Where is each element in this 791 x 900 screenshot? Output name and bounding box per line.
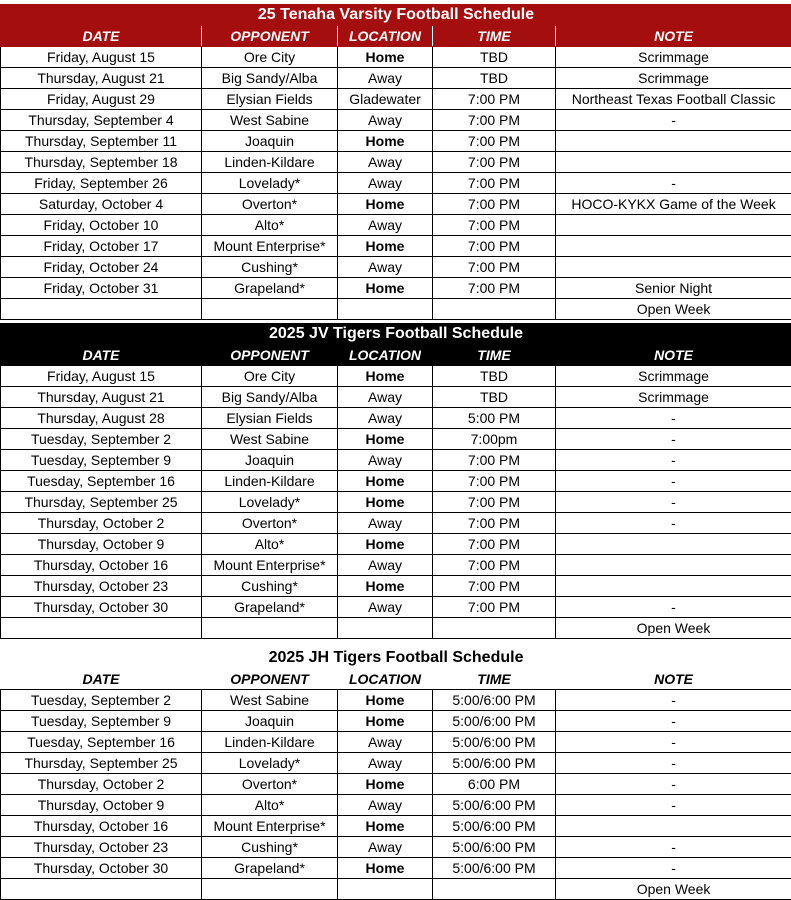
table-row [1, 278, 791, 299]
note-cell: Open Week [556, 299, 791, 320]
jh-schedule-table [0, 647, 791, 900]
date-cell: Thursday, October 9 [1, 795, 202, 816]
location-cell: Away [338, 257, 433, 278]
location-cell: Away [338, 215, 433, 236]
opponent-cell: Linden-Kildare [202, 152, 338, 173]
opponent-cell: Linden-Kildare [202, 732, 338, 753]
note-cell: - [556, 450, 791, 471]
location-cell: Home [338, 534, 433, 555]
date-cell: Thursday, October 9 [1, 534, 202, 555]
location-cell: Home [338, 858, 433, 879]
note-cell: - [556, 471, 791, 492]
date-cell: Thursday, September 25 [1, 753, 202, 774]
note-cell: - [556, 408, 791, 429]
date-cell: Thursday, October 23 [1, 576, 202, 597]
date-cell [1, 299, 202, 320]
time-cell: 7:00 PM [433, 534, 556, 555]
opponent-cell: Ore City [202, 47, 338, 68]
date-cell: Saturday, October 4 [1, 194, 202, 215]
table-row [1, 576, 791, 597]
date-cell: Thursday, October 16 [1, 816, 202, 837]
table-body [1, 324, 791, 639]
location-cell: Away [338, 173, 433, 194]
table-row [1, 618, 791, 639]
note-cell [556, 215, 791, 236]
location-cell: Home [338, 429, 433, 450]
note-cell [556, 555, 791, 576]
time-cell: 5:00/6:00 PM [433, 690, 556, 711]
opponent-cell: Mount Enterprise* [202, 555, 338, 576]
table-row [1, 89, 791, 110]
location-cell: Away [338, 110, 433, 131]
date-cell: Tuesday, September 2 [1, 429, 202, 450]
note-cell: - [556, 774, 791, 795]
table-row [1, 215, 791, 236]
table-row [1, 732, 791, 753]
column-header-date: DATE [1, 26, 202, 47]
opponent-cell: Elysian Fields [202, 89, 338, 110]
time-cell: 5:00/6:00 PM [433, 837, 556, 858]
column-header-note: NOTE [556, 669, 791, 690]
table-row [1, 47, 791, 68]
opponent-cell: Big Sandy/Alba [202, 68, 338, 89]
date-cell: Friday, August 29 [1, 89, 202, 110]
note-cell: HOCO-KYKX Game of the Week [556, 194, 791, 215]
jv-schedule-table [0, 323, 791, 639]
table-row [1, 879, 791, 900]
location-cell: Away [338, 795, 433, 816]
date-cell: Tuesday, September 2 [1, 690, 202, 711]
note-cell: Open Week [556, 618, 791, 639]
opponent-cell: Joaquin [202, 450, 338, 471]
opponent-cell: Elysian Fields [202, 408, 338, 429]
opponent-cell [202, 879, 338, 900]
table-row [1, 152, 791, 173]
note-cell: Northeast Texas Football Classic [556, 89, 791, 110]
note-cell: - [556, 429, 791, 450]
table-row [1, 534, 791, 555]
table-row [1, 429, 791, 450]
table-row [1, 110, 791, 131]
date-cell: Thursday, August 21 [1, 68, 202, 89]
note-cell: Scrimmage [556, 47, 791, 68]
note-cell: - [556, 858, 791, 879]
table-row [1, 753, 791, 774]
note-cell: - [556, 690, 791, 711]
table-row [1, 450, 791, 471]
time-cell: 5:00/6:00 PM [433, 816, 556, 837]
column-header-opponent: OPPONENT [202, 345, 338, 366]
note-cell [556, 576, 791, 597]
location-cell: Away [338, 753, 433, 774]
location-cell: Home [338, 492, 433, 513]
location-cell: Home [338, 711, 433, 732]
time-cell: 7:00 PM [433, 492, 556, 513]
table-row [1, 858, 791, 879]
opponent-cell: Overton* [202, 513, 338, 534]
location-cell: Away [338, 732, 433, 753]
column-header-time: TIME [433, 669, 556, 690]
note-cell [556, 534, 791, 555]
date-cell: Thursday, October 2 [1, 513, 202, 534]
table-row [1, 816, 791, 837]
table-row [1, 774, 791, 795]
note-cell [556, 257, 791, 278]
table-row [1, 408, 791, 429]
time-cell: 5:00/6:00 PM [433, 858, 556, 879]
location-cell: Home [338, 690, 433, 711]
time-cell: 7:00 PM [433, 131, 556, 152]
time-cell: 5:00/6:00 PM [433, 795, 556, 816]
opponent-cell: West Sabine [202, 690, 338, 711]
opponent-cell: Alto* [202, 215, 338, 236]
time-cell: TBD [433, 387, 556, 408]
location-cell: Away [338, 152, 433, 173]
location-cell: Home [338, 471, 433, 492]
table-title: 2025 JH Tigers Football Schedule [1, 648, 791, 669]
note-cell: - [556, 753, 791, 774]
opponent-cell: Ore City [202, 366, 338, 387]
note-cell: - [556, 795, 791, 816]
time-cell: 7:00 PM [433, 173, 556, 194]
column-header-date: DATE [1, 669, 202, 690]
note-cell [556, 816, 791, 837]
table-row [1, 555, 791, 576]
date-cell: Friday, August 15 [1, 47, 202, 68]
opponent-cell: Cushing* [202, 837, 338, 858]
note-cell: - [556, 173, 791, 194]
location-cell: Away [338, 837, 433, 858]
note-cell: - [556, 110, 791, 131]
date-cell: Friday, October 31 [1, 278, 202, 299]
time-cell: 7:00 PM [433, 110, 556, 131]
date-cell [1, 879, 202, 900]
opponent-cell [202, 299, 338, 320]
time-cell: 7:00 PM [433, 471, 556, 492]
time-cell [433, 299, 556, 320]
column-header-time: TIME [433, 345, 556, 366]
note-cell: Scrimmage [556, 366, 791, 387]
table-row [1, 257, 791, 278]
table-row [1, 471, 791, 492]
date-cell: Friday, October 24 [1, 257, 202, 278]
opponent-cell: Linden-Kildare [202, 471, 338, 492]
date-cell: Friday, October 17 [1, 236, 202, 257]
date-cell: Thursday, September 4 [1, 110, 202, 131]
date-cell: Thursday, August 21 [1, 387, 202, 408]
column-header-opponent: OPPONENT [202, 669, 338, 690]
time-cell: 7:00 PM [433, 257, 556, 278]
opponent-cell: Overton* [202, 194, 338, 215]
opponent-cell: Lovelady* [202, 753, 338, 774]
date-cell: Tuesday, September 16 [1, 471, 202, 492]
date-cell: Friday, September 26 [1, 173, 202, 194]
note-cell [556, 236, 791, 257]
note-cell: Open Week [556, 879, 791, 900]
location-cell: Home [338, 278, 433, 299]
time-cell [433, 618, 556, 639]
note-cell: - [556, 513, 791, 534]
time-cell: 7:00 PM [433, 513, 556, 534]
location-cell: Away [338, 555, 433, 576]
date-cell: Thursday, August 28 [1, 408, 202, 429]
time-cell: 7:00pm [433, 429, 556, 450]
opponent-cell: Overton* [202, 774, 338, 795]
opponent-cell: Lovelady* [202, 173, 338, 194]
date-cell: Thursday, September 11 [1, 131, 202, 152]
opponent-cell [202, 618, 338, 639]
location-cell: Home [338, 576, 433, 597]
location-cell: Home [338, 194, 433, 215]
opponent-cell: Joaquin [202, 711, 338, 732]
date-cell: Thursday, October 2 [1, 774, 202, 795]
table-row [1, 131, 791, 152]
column-header-opponent: OPPONENT [202, 26, 338, 47]
time-cell [433, 879, 556, 900]
time-cell: TBD [433, 366, 556, 387]
note-cell: - [556, 492, 791, 513]
time-cell: 5:00/6:00 PM [433, 732, 556, 753]
opponent-cell: Grapeland* [202, 858, 338, 879]
table-row [1, 173, 791, 194]
time-cell: 5:00/6:00 PM [433, 711, 556, 732]
note-cell [556, 131, 791, 152]
location-cell: Away [338, 68, 433, 89]
table-row [1, 68, 791, 89]
table-row [1, 711, 791, 732]
opponent-cell: Grapeland* [202, 278, 338, 299]
location-cell: Away [338, 387, 433, 408]
location-cell: Home [338, 366, 433, 387]
opponent-cell: West Sabine [202, 429, 338, 450]
location-cell: Home [338, 131, 433, 152]
date-cell: Thursday, September 18 [1, 152, 202, 173]
opponent-cell: Lovelady* [202, 492, 338, 513]
time-cell: TBD [433, 68, 556, 89]
date-cell: Friday, October 10 [1, 215, 202, 236]
table-row [1, 236, 791, 257]
date-cell: Friday, August 15 [1, 366, 202, 387]
time-cell: 7:00 PM [433, 236, 556, 257]
column-header-date: DATE [1, 345, 202, 366]
table-row [1, 513, 791, 534]
opponent-cell: Cushing* [202, 576, 338, 597]
date-cell: Thursday, October 30 [1, 597, 202, 618]
location-cell: Away [338, 450, 433, 471]
column-header-location: LOCATION [338, 345, 433, 366]
time-cell: 5:00 PM [433, 408, 556, 429]
location-cell: Home [338, 47, 433, 68]
date-cell: Thursday, October 16 [1, 555, 202, 576]
location-cell [338, 299, 433, 320]
time-cell: 5:00/6:00 PM [433, 753, 556, 774]
location-cell: Home [338, 236, 433, 257]
note-cell: - [556, 732, 791, 753]
opponent-cell: Big Sandy/Alba [202, 387, 338, 408]
table-row [1, 194, 791, 215]
opponent-cell: Cushing* [202, 257, 338, 278]
time-cell: 7:00 PM [433, 278, 556, 299]
time-cell: 6:00 PM [433, 774, 556, 795]
time-cell: 7:00 PM [433, 194, 556, 215]
location-cell: Home [338, 816, 433, 837]
time-cell: 7:00 PM [433, 89, 556, 110]
location-cell: Gladewater [338, 89, 433, 110]
opponent-cell: Mount Enterprise* [202, 816, 338, 837]
note-cell [556, 152, 791, 173]
location-cell [338, 618, 433, 639]
column-header-location: LOCATION [338, 26, 433, 47]
opponent-cell: Grapeland* [202, 597, 338, 618]
column-header-time: TIME [433, 26, 556, 47]
time-cell: 7:00 PM [433, 152, 556, 173]
time-cell: 7:00 PM [433, 555, 556, 576]
column-header-note: NOTE [556, 345, 791, 366]
time-cell: 7:00 PM [433, 576, 556, 597]
column-header-note: NOTE [556, 26, 791, 47]
table-row [1, 387, 791, 408]
note-cell: Senior Night [556, 278, 791, 299]
time-cell: TBD [433, 47, 556, 68]
table-row [1, 299, 791, 320]
location-cell: Away [338, 408, 433, 429]
table-title: 2025 JV Tigers Football Schedule [1, 324, 791, 345]
time-cell: 7:00 PM [433, 597, 556, 618]
note-cell: - [556, 597, 791, 618]
date-cell [1, 618, 202, 639]
location-cell [338, 879, 433, 900]
location-cell: Away [338, 597, 433, 618]
note-cell: Scrimmage [556, 68, 791, 89]
table-body [1, 5, 791, 320]
varsity-schedule-table [0, 4, 791, 320]
date-cell: Tuesday, September 16 [1, 732, 202, 753]
table-row [1, 690, 791, 711]
date-cell: Thursday, October 23 [1, 837, 202, 858]
table-title: 25 Tenaha Varsity Football Schedule [1, 5, 791, 26]
opponent-cell: Joaquin [202, 131, 338, 152]
opponent-cell: Alto* [202, 534, 338, 555]
table-row [1, 492, 791, 513]
table-row [1, 837, 791, 858]
date-cell: Thursday, October 30 [1, 858, 202, 879]
note-cell: - [556, 837, 791, 858]
date-cell: Tuesday, September 9 [1, 450, 202, 471]
table-row [1, 366, 791, 387]
opponent-cell: West Sabine [202, 110, 338, 131]
opponent-cell: Mount Enterprise* [202, 236, 338, 257]
time-cell: 7:00 PM [433, 215, 556, 236]
date-cell: Thursday, September 25 [1, 492, 202, 513]
time-cell: 7:00 PM [433, 450, 556, 471]
table-row [1, 795, 791, 816]
column-header-location: LOCATION [338, 669, 433, 690]
location-cell: Away [338, 513, 433, 534]
date-cell: Tuesday, September 9 [1, 711, 202, 732]
opponent-cell: Alto* [202, 795, 338, 816]
note-cell: Scrimmage [556, 387, 791, 408]
table-body [1, 648, 791, 900]
note-cell: - [556, 711, 791, 732]
location-cell: Home [338, 774, 433, 795]
table-row [1, 597, 791, 618]
